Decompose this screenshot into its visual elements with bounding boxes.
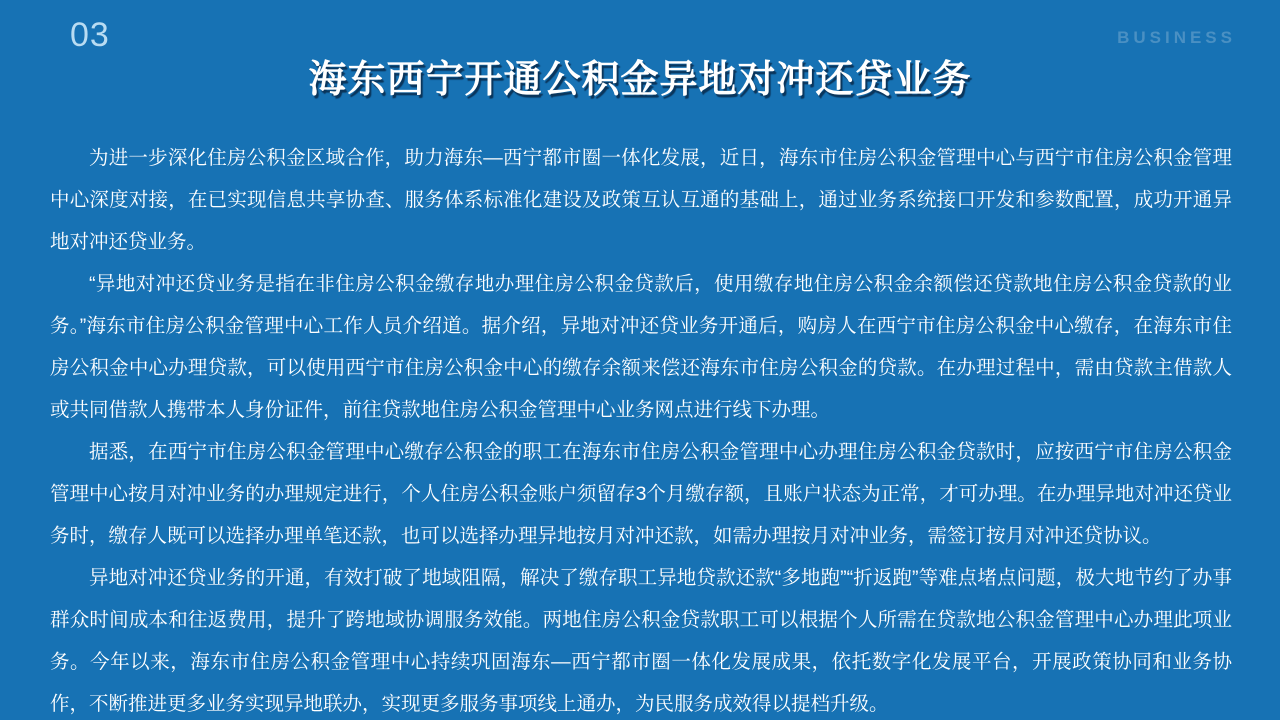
- slide-body: [50, 137, 1232, 720]
- body-paragraph-3: 据悉，在西宁市住房公积金管理中心缴存公积金的职工在海东市住房公积金管理中心办理住房公积金贷款时，应按西宁市住房公积金管理中心按月对冲业务的办理规定进行，个人住房公积金账户须留存3个月缴存额，且账户状态为正常，才可办理。在办理异地对冲还贷业务时，缴存人既可以选择办理单笔还款，也可以选择办理异地按月对冲还款，如需办理按月对冲业务，需签订按月对冲还贷协议。: [50, 441, 1232, 547]
- slide-page-number: 03: [70, 16, 110, 54]
- business-watermark-label: BUSINESS: [1117, 28, 1236, 47]
- body-paragraph-4: 异地对冲还贷业务的开通，有效打破了地域阻隔，解决了缴存职工异地贷款还款“多地跑”“折返跑”等难点堵点问题，极大地节约了办事群众时间成本和往返费用，提升了跨地域协调服务效能。两地住房公积金贷款职工可以根据个人所需在贷款地公积金管理中心办理此项业务。今年以来，海东市住房公积金管理中心持续巩固海东—西宁都市圈一体化发展成果，依托数字化发展平台，开展政策协同和业务协作，不断推进更多业务实现异地联办，实现更多服务事项线上通办，为民服务成效得以提档升级。: [50, 567, 1232, 715]
- body-paragraph-2: “异地对冲还贷业务是指在非住房公积金缴存地办理住房公积金贷款后，使用缴存地住房公积金余额偿还贷款地住房公积金贷款的业务。”海东市住房公积金管理中心工作人员介绍道。据介绍，异地对冲还贷业务开通后，购房人在西宁市住房公积金中心缴存，在海东市住房公积金中心办理贷款，可以使用西宁市住房公积金中心的缴存余额来偿还海东市住房公积金的贷款。在办理过程中，需由贷款主借款人或共同借款人携带本人身份证件，前往贷款地住房公积金管理中心业务网点进行线下办理。: [50, 273, 1232, 421]
- slide-title: 海东西宁开通公积金异地对冲还贷业务: [308, 59, 972, 101]
- body-paragraph-1: 为进一步深化住房公积金区域合作，助力海东—西宁都市圈一体化发展，近日，海东市住房公积金管理中心与西宁市住房公积金管理中心深度对接，在已实现信息共享协查、服务体系标准化建设及政策互认互通的基础上，通过业务系统接口开发和参数配置，成功开通异地对冲还贷业务。: [50, 147, 1232, 253]
